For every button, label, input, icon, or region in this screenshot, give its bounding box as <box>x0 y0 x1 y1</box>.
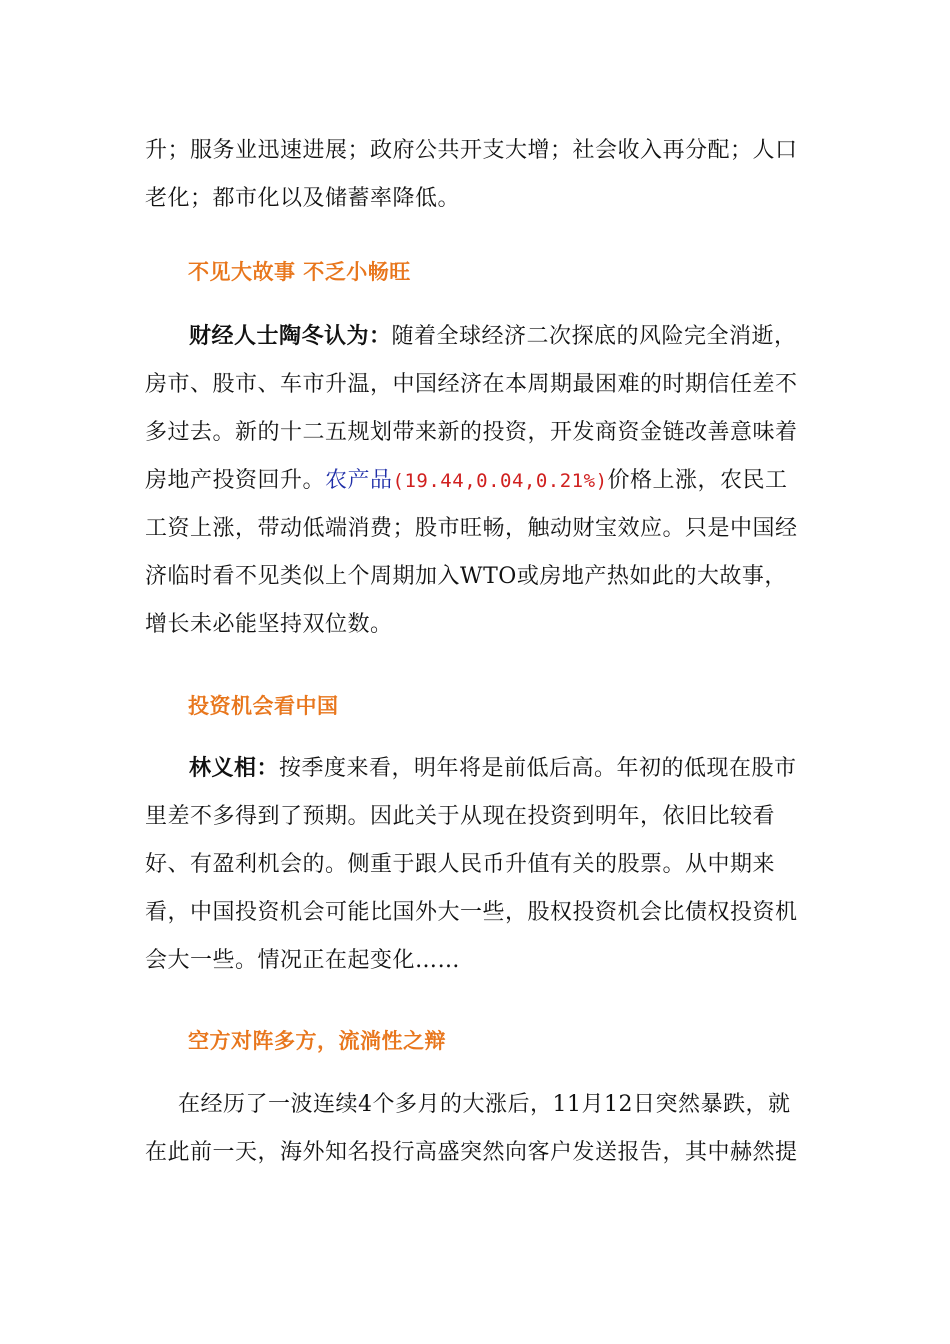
paren-open: ( <box>392 470 405 492</box>
section-heading-1: 不见大故事 不乏小畅旺 <box>188 260 411 284</box>
paren-close: ) <box>595 470 608 492</box>
link-agricultural-products[interactable]: 农产品 <box>325 468 393 493</box>
section-heading-3: 空方对阵多方，流淌性之辩 <box>188 1029 446 1053</box>
paragraph-tao-dong-text-a: 随着全球经济二次探底的风险完全消逝，房市、股市、车市升温，中国经济在本周期最困难的时期信任差不多过去。新的十二五规划带来新的投资，开发商资金链改善意味着房地产投资回升。 <box>145 324 798 493</box>
speaker-lin-yixiang: 林义相： <box>189 756 280 781</box>
section-heading-2: 投资机会看中国 <box>188 694 339 718</box>
comma-2: , <box>523 470 536 492</box>
paragraph-tao-dong-text-b: 价格上涨，农民工工资上涨，带动低端消费；股市旺畅，触动财宝效应。只是中国经济临时看不见类似上个周期加入WTO或房地产热如此的大故事，增长未必能坚持双位数。 <box>145 468 798 637</box>
speaker-tao-dong: 财经人士陶冬认为： <box>189 324 392 349</box>
paragraph-liquidity-text: 在经历了一波连续4个多月的大涨后，11月12日突然暴跌，就在此前一天，海外知名投行高盛突然向客户发送报告，其中赫然提 <box>145 1092 798 1165</box>
paragraph-intro-text: 升；服务业迅速进展；政府公共开支大增；社会收入再分配；人口老化；都市化以及储蓄率降低。 <box>145 138 798 211</box>
paragraph-liquidity <box>145 1081 805 1177</box>
comma-1: , <box>464 470 477 492</box>
stock-price: 19.44 <box>404 470 465 492</box>
paragraph-intro <box>145 127 805 223</box>
stock-change-percent: 0.21% <box>535 470 596 492</box>
paragraph-tao-dong <box>145 313 805 649</box>
paragraph-lin-yixiang <box>145 745 805 985</box>
stock-change: 0.04 <box>476 470 524 492</box>
paragraph-lin-yixiang-text: 按季度来看，明年将是前低后高。年初的低现在股市里差不多得到了预期。因此关于从现在投资到明年，依旧比较看好、有盈利机会的。侧重于跟人民币升值有关的股票。从中期来看，中国投资机会可能比国外大一些，股权投资机会比债权投资机会大一些。情况正在起变化…… <box>145 756 798 973</box>
